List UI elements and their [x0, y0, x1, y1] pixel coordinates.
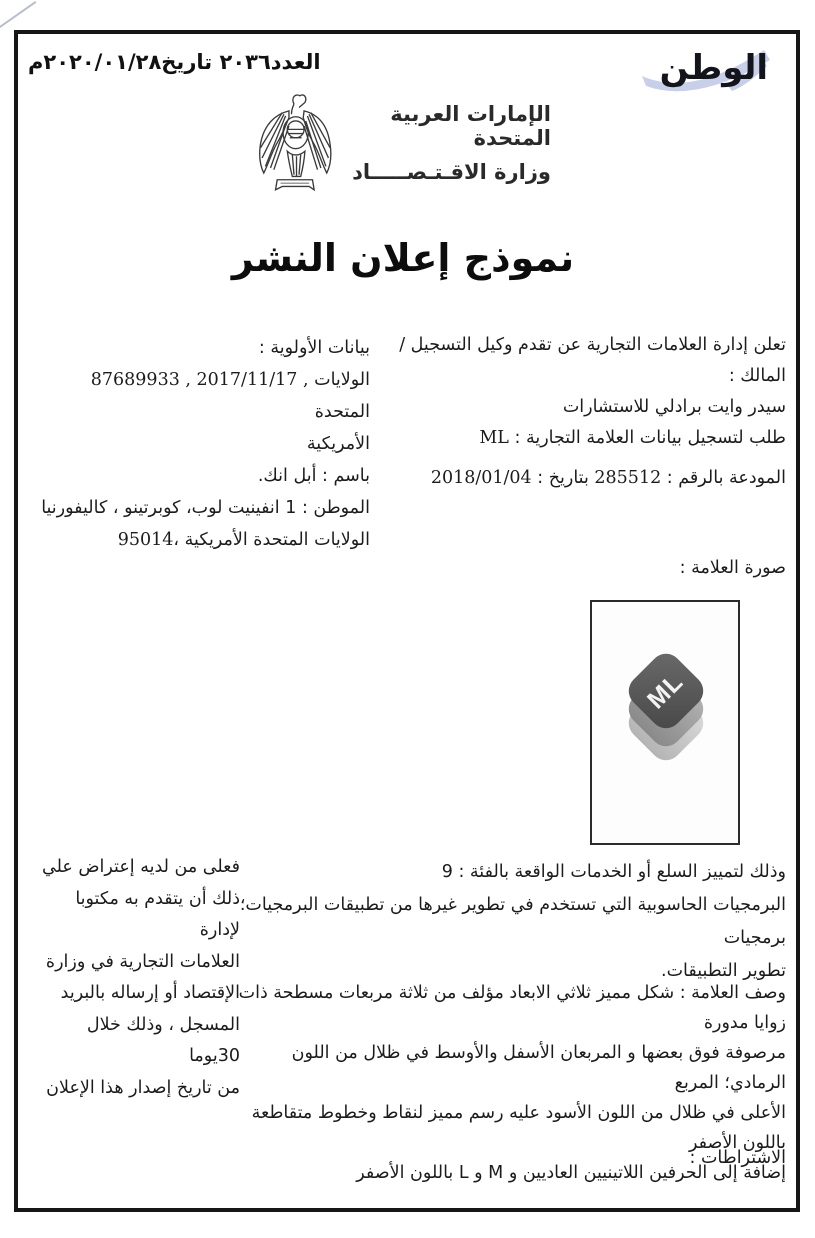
ministry-country-line: الإمارات العربية المتحدة: [390, 102, 551, 150]
objection-line: ذلك أن يتقدم به مكتوبا لإدارة: [75, 888, 240, 940]
priority-block: [34, 332, 370, 556]
trademark-image-box: [590, 600, 740, 845]
objection-line: من تاريخ إصدار هذا الإعلان: [46, 1077, 240, 1098]
ml-icon-text: ML: [642, 667, 690, 715]
newspaper-logo-text: الوطن: [659, 48, 768, 88]
ministry-header: [336, 102, 551, 184]
address-line2: 95014، الولايات المتحدة الأمريكية: [117, 530, 370, 550]
deposit-number: 285512: [594, 468, 662, 488]
description-line: مرصوفة فوق بعضها و المربعان الأسفل والأوسط في ظلال من اللون الرمادي؛ المربع: [291, 1043, 786, 1093]
priority-data-line: 87689933 , 2017/11/17 , الولايات المتحدة: [90, 370, 370, 422]
agent-name: سيدر وايت برادلي للاستشارات: [562, 397, 786, 417]
issue-date-line: العدد٢٠٣٦ تاريخ٢٠٢٠/٠١/٢٨م: [28, 50, 321, 74]
newspaper-logo: [628, 40, 778, 98]
objection-line: الإقتصاد أو إرساله بالبريد: [60, 983, 240, 1003]
announcement-intro: تعلن إدارة العلامات التجارية عن تقدم وكيل التسجيل / المالك :: [399, 335, 786, 386]
announcement-block: [394, 330, 786, 454]
scan-corner-artifact: [0, 1, 36, 29]
classification-block: [226, 856, 786, 988]
ministry-name-line: وزارة الاقـتـصـــــاد: [352, 160, 551, 184]
uae-falcon-emblem-icon: [252, 92, 336, 202]
classification-line2: البرمجيات الحاسوبية التي تستخدم في تطوير غيرها من تطبيقات البرمجيات؛ برمجيات: [239, 895, 786, 948]
objection-line: المسجل ، وذلك خلال 30يوما: [86, 1014, 240, 1066]
description-line: الأعلى في ظلال من اللون الأسود عليه رسم مميز لنقاط وخطوط متقاطعة باللون الأصفر: [251, 1103, 786, 1153]
priority-heading: بيانات الأولوية :: [258, 338, 370, 358]
trademark-name: ML: [479, 428, 509, 448]
ml-trademark-icon: [620, 658, 712, 780]
classification-line1: وذلك لتمييز السلع أو الخدمات الواقعة بالفئة : 9: [441, 862, 786, 882]
announcement-frame: [14, 30, 800, 1212]
owner-line: باسم : أبل انك.: [257, 466, 370, 486]
objection-line: العلامات التجارية في وزارة: [45, 951, 240, 972]
description-line: إضافة إلى الحرفين اللاتينيين العاديين و M و L باللون الأصفر: [356, 1163, 786, 1183]
mark-image-label: صورة العلامة :: [679, 558, 786, 578]
conditions-label: الاشتراطات :: [689, 1148, 786, 1168]
classification-line3: تطوير التطبيقات.: [661, 961, 786, 981]
description-line: وصف العلامة : شكل مميز ثلاثي الابعاد مؤلف من ثلاثة مربعات مسطحة ذات زوايا مدورة: [238, 983, 786, 1033]
address-line1: الموطن : 1 انفينيت لوب، كوبرتينو ، كاليفورنيا: [41, 498, 370, 518]
request-line: طلب لتسجيل بيانات العلامة التجارية : ML: [479, 428, 786, 448]
deposit-date: 2018/01/04: [430, 468, 532, 488]
priority-data-cont: الأمريكية: [306, 434, 370, 454]
objection-notice: [32, 852, 240, 1104]
objection-line: فعلى من لديه إعتراض علي: [42, 857, 240, 877]
page-title: نموذج إعلان النشر: [231, 236, 575, 280]
deposit-line: المودعة بالرقم : 285512 بتاريخ : 2018/01/04: [430, 468, 786, 488]
